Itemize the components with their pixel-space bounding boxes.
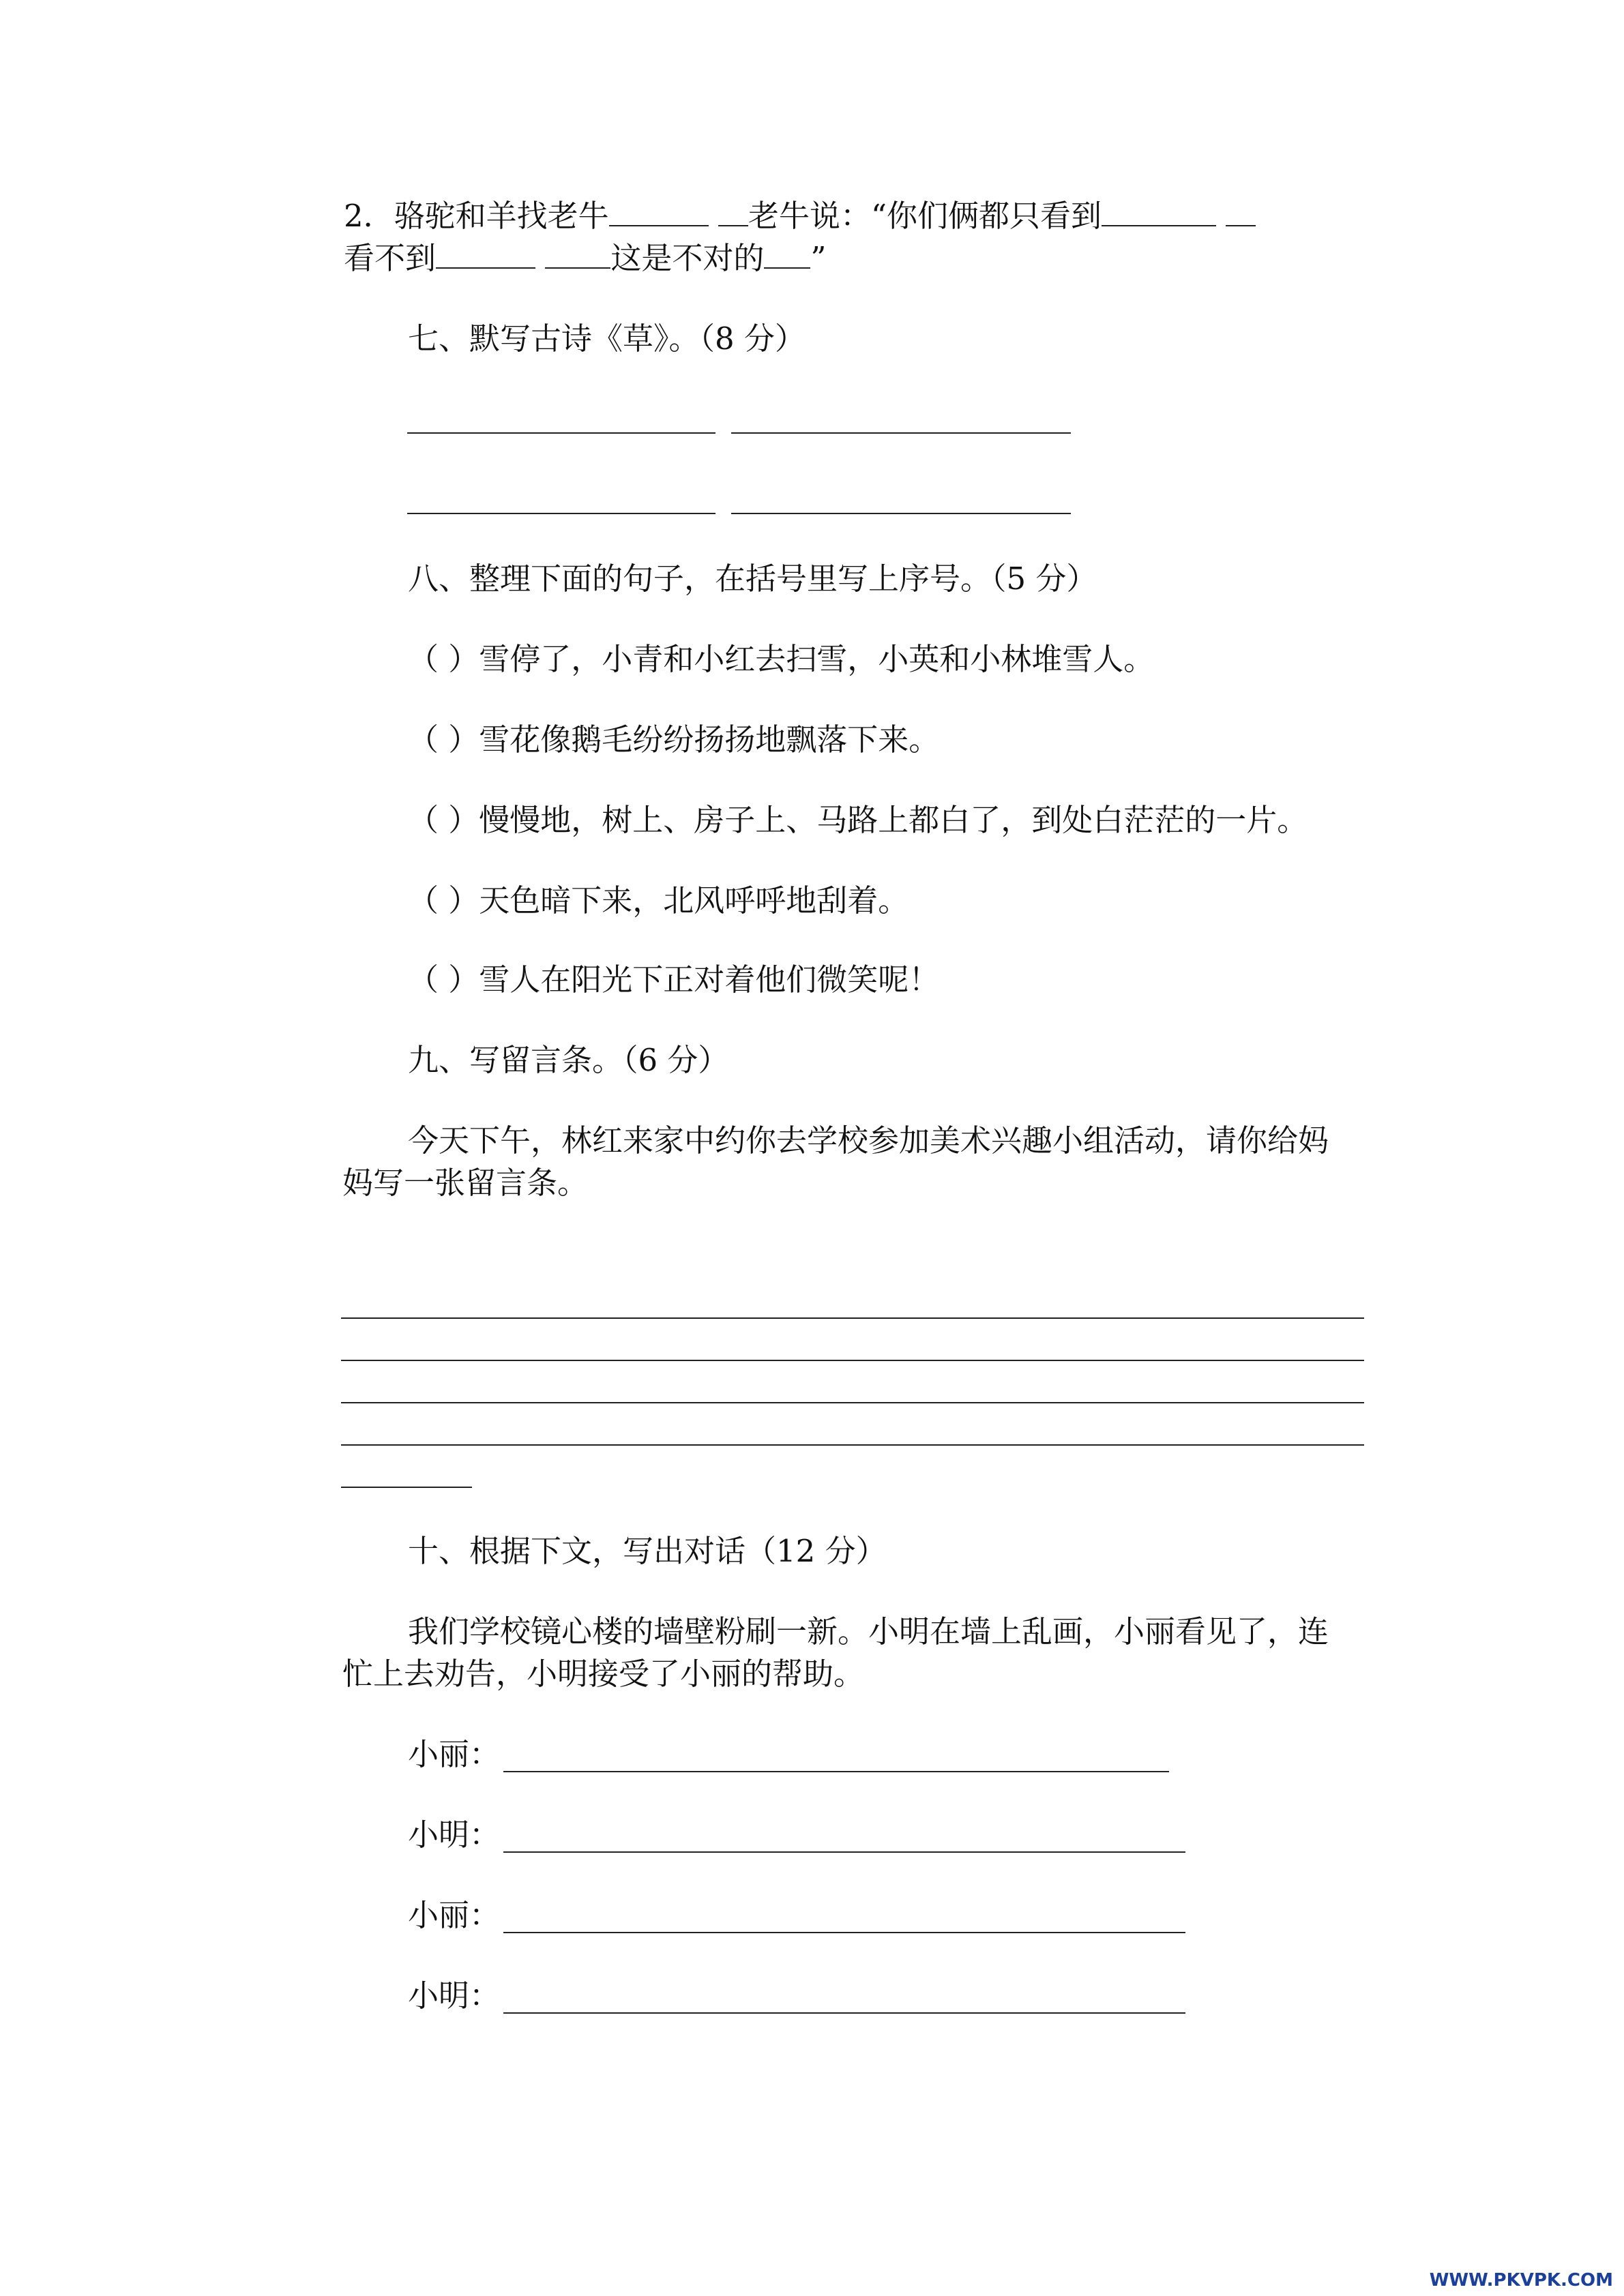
note-line-1 [341,1317,1364,1319]
dialogue-line-4 [503,2012,1185,2014]
site-watermark: WWW.PKVPK.COM [1429,2270,1613,2291]
sentence-1: （ ）雪停了，小青和小红去扫雪，小英和小林堆雪人。 [408,641,1155,677]
question-2-line-2 [344,237,826,280]
sentence-5: （ ）雪人在阳光下正对着他们微笑呢！ [408,961,940,998]
note-line-2 [341,1360,1364,1361]
speaker-2: 小明： [408,1817,501,1853]
q2-part-3: 看不到 [344,240,437,276]
note-line-4 [341,1444,1364,1446]
q2-part-1: 2．骆驼和羊找老牛 [344,198,609,234]
question-2 [344,195,1367,237]
q2-blank-7 [764,237,810,269]
dialogue-line-3 [503,1932,1185,1933]
poem-line-1a [407,432,715,434]
section-10-prompt-line-1: 我们学校镜心楼的墙壁粉刷一新。小明在墙上乱画，小丽看见了，连 [408,1613,1329,1650]
q2-part-2: 老牛说：“你们俩都只看到 [748,198,1102,234]
section-10-heading: 十、根据下文，写出对话（12 分） [408,1533,887,1569]
section-7-heading: 七、默写古诗《草》。（8 分） [408,320,806,357]
q2-part-5: ” [810,240,827,276]
poem-line-2b [731,513,1071,514]
speaker-3: 小丽： [408,1897,501,1933]
section-9-prompt-line-1: 今天下午，林红来家中约你去学校参加美术兴趣小组活动，请你给妈 [408,1122,1329,1159]
q2-blank-1 [609,195,709,226]
q2-blank-2 [718,195,748,226]
sentence-2: （ ）雪花像鹅毛纷纷扬扬地飘落下来。 [408,721,940,758]
q2-blank-6 [545,237,610,269]
section-9-heading: 九、写留言条。（6 分） [408,1042,729,1078]
q2-blank-3 [1102,195,1216,226]
sentence-3: （ ）慢慢地，树上、房子上、马路上都白了，到处白茫茫的一片。 [408,802,1308,838]
poem-line-2a [407,513,715,514]
q2-blank-5 [436,237,535,269]
dialogue-line-1 [503,1771,1169,1772]
q2-part-4: 这是不对的 [610,240,765,276]
note-line-5 [341,1487,472,1488]
note-line-3 [341,1402,1364,1403]
sentence-4: （ ）天色暗下来，北风呼呼地刮着。 [408,882,909,919]
dialogue-line-2 [503,1851,1185,1853]
section-10-prompt-line-2: 忙上去劝告，小明接受了小丽的帮助。 [342,1656,865,1692]
section-8-heading: 八、整理下面的句子，在括号里写上序号。（5 分） [408,561,1097,597]
speaker-1: 小丽： [408,1736,501,1772]
section-9-prompt-line-2: 妈写一张留言条。 [342,1165,589,1201]
q2-blank-4 [1226,195,1256,226]
poem-line-1b [731,432,1071,434]
speaker-4: 小明： [408,1978,501,2014]
